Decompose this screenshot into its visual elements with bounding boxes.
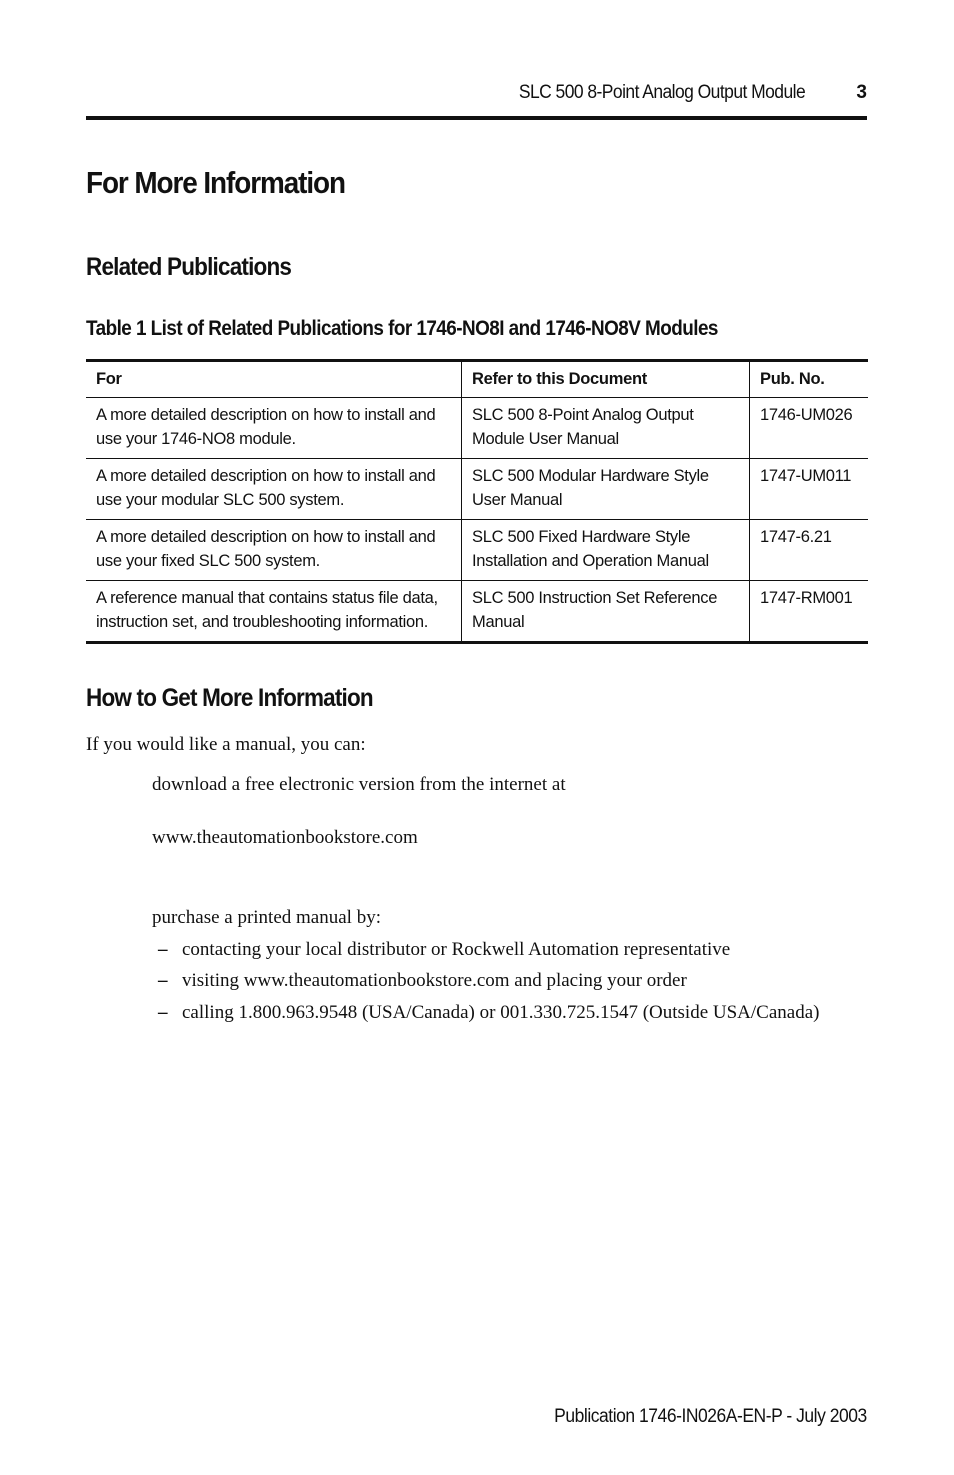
running-header [86,82,867,108]
cell-for: A reference manual that contains status file data, instruction set, and troubleshooting information. [86,581,462,643]
cell-document: SLC 500 Fixed Hardware Style Installation and Operation Manual [462,520,750,581]
column-header-for: For [86,361,462,398]
list-item-text: visiting www.theautomationbookstore.com and placing your order [182,970,687,991]
how-to-get-more-information-heading: How to Get More Information [86,684,373,712]
publication-footer: Publication 1746-IN026A-EN-P - July 2003 [554,1406,867,1427]
cell-document: SLC 500 Instruction Set Reference Manual [462,581,750,643]
download-text: download a free electronic version from the internet at [152,774,566,795]
cell-pub-no: 1747-RM001 [750,581,869,643]
cell-pub-no: 1747-UM011 [750,459,869,520]
dash-marker: – [158,970,168,991]
table-row [86,398,868,459]
cell-document: SLC 500 Modular Hardware Style User Manual [462,459,750,520]
dash-marker: – [158,1002,168,1023]
cell-for: A more detailed description on how to install and use your modular SLC 500 system. [86,459,462,520]
cell-for: A more detailed description on how to install and use your 1746-NO8 module. [86,398,462,459]
table-header-row [86,361,868,398]
page-number: 3 [856,82,867,103]
list-item-text: calling 1.800.963.9548 (USA/Canada) or 001.330.725.1547 (Outside USA/Canada) [182,1002,820,1023]
dash-marker: – [158,939,168,960]
related-publications-heading: Related Publications [86,253,292,281]
purchase-text: purchase a printed manual by: [152,907,381,928]
cell-pub-no: 1746-UM026 [750,398,869,459]
cell-for: A more detailed description on how to install and use your fixed SLC 500 system. [86,520,462,581]
table-caption: Table 1 List of Related Publications for 1746-NO8I and 1746-NO8V Modules [86,317,718,340]
cell-document: SLC 500 8-Point Analog Output Module User Manual [462,398,750,459]
header-rule [86,116,867,120]
related-publications-table [86,359,868,644]
intro-text: If you would like a manual, you can: [86,734,366,755]
table-row [86,520,868,581]
column-header-document: Refer to this Document [462,361,750,398]
column-header-pub-no: Pub. No. [750,361,869,398]
table-row [86,459,868,520]
table-row [86,581,868,643]
list-item-text: contacting your local distributor or Rockwell Automation representative [182,939,731,960]
download-url: www.theautomationbookstore.com [152,827,418,848]
running-title: SLC 500 8-Point Analog Output Module [518,82,805,103]
cell-pub-no: 1747-6.21 [750,520,869,581]
section-title: For More Information [86,165,345,200]
